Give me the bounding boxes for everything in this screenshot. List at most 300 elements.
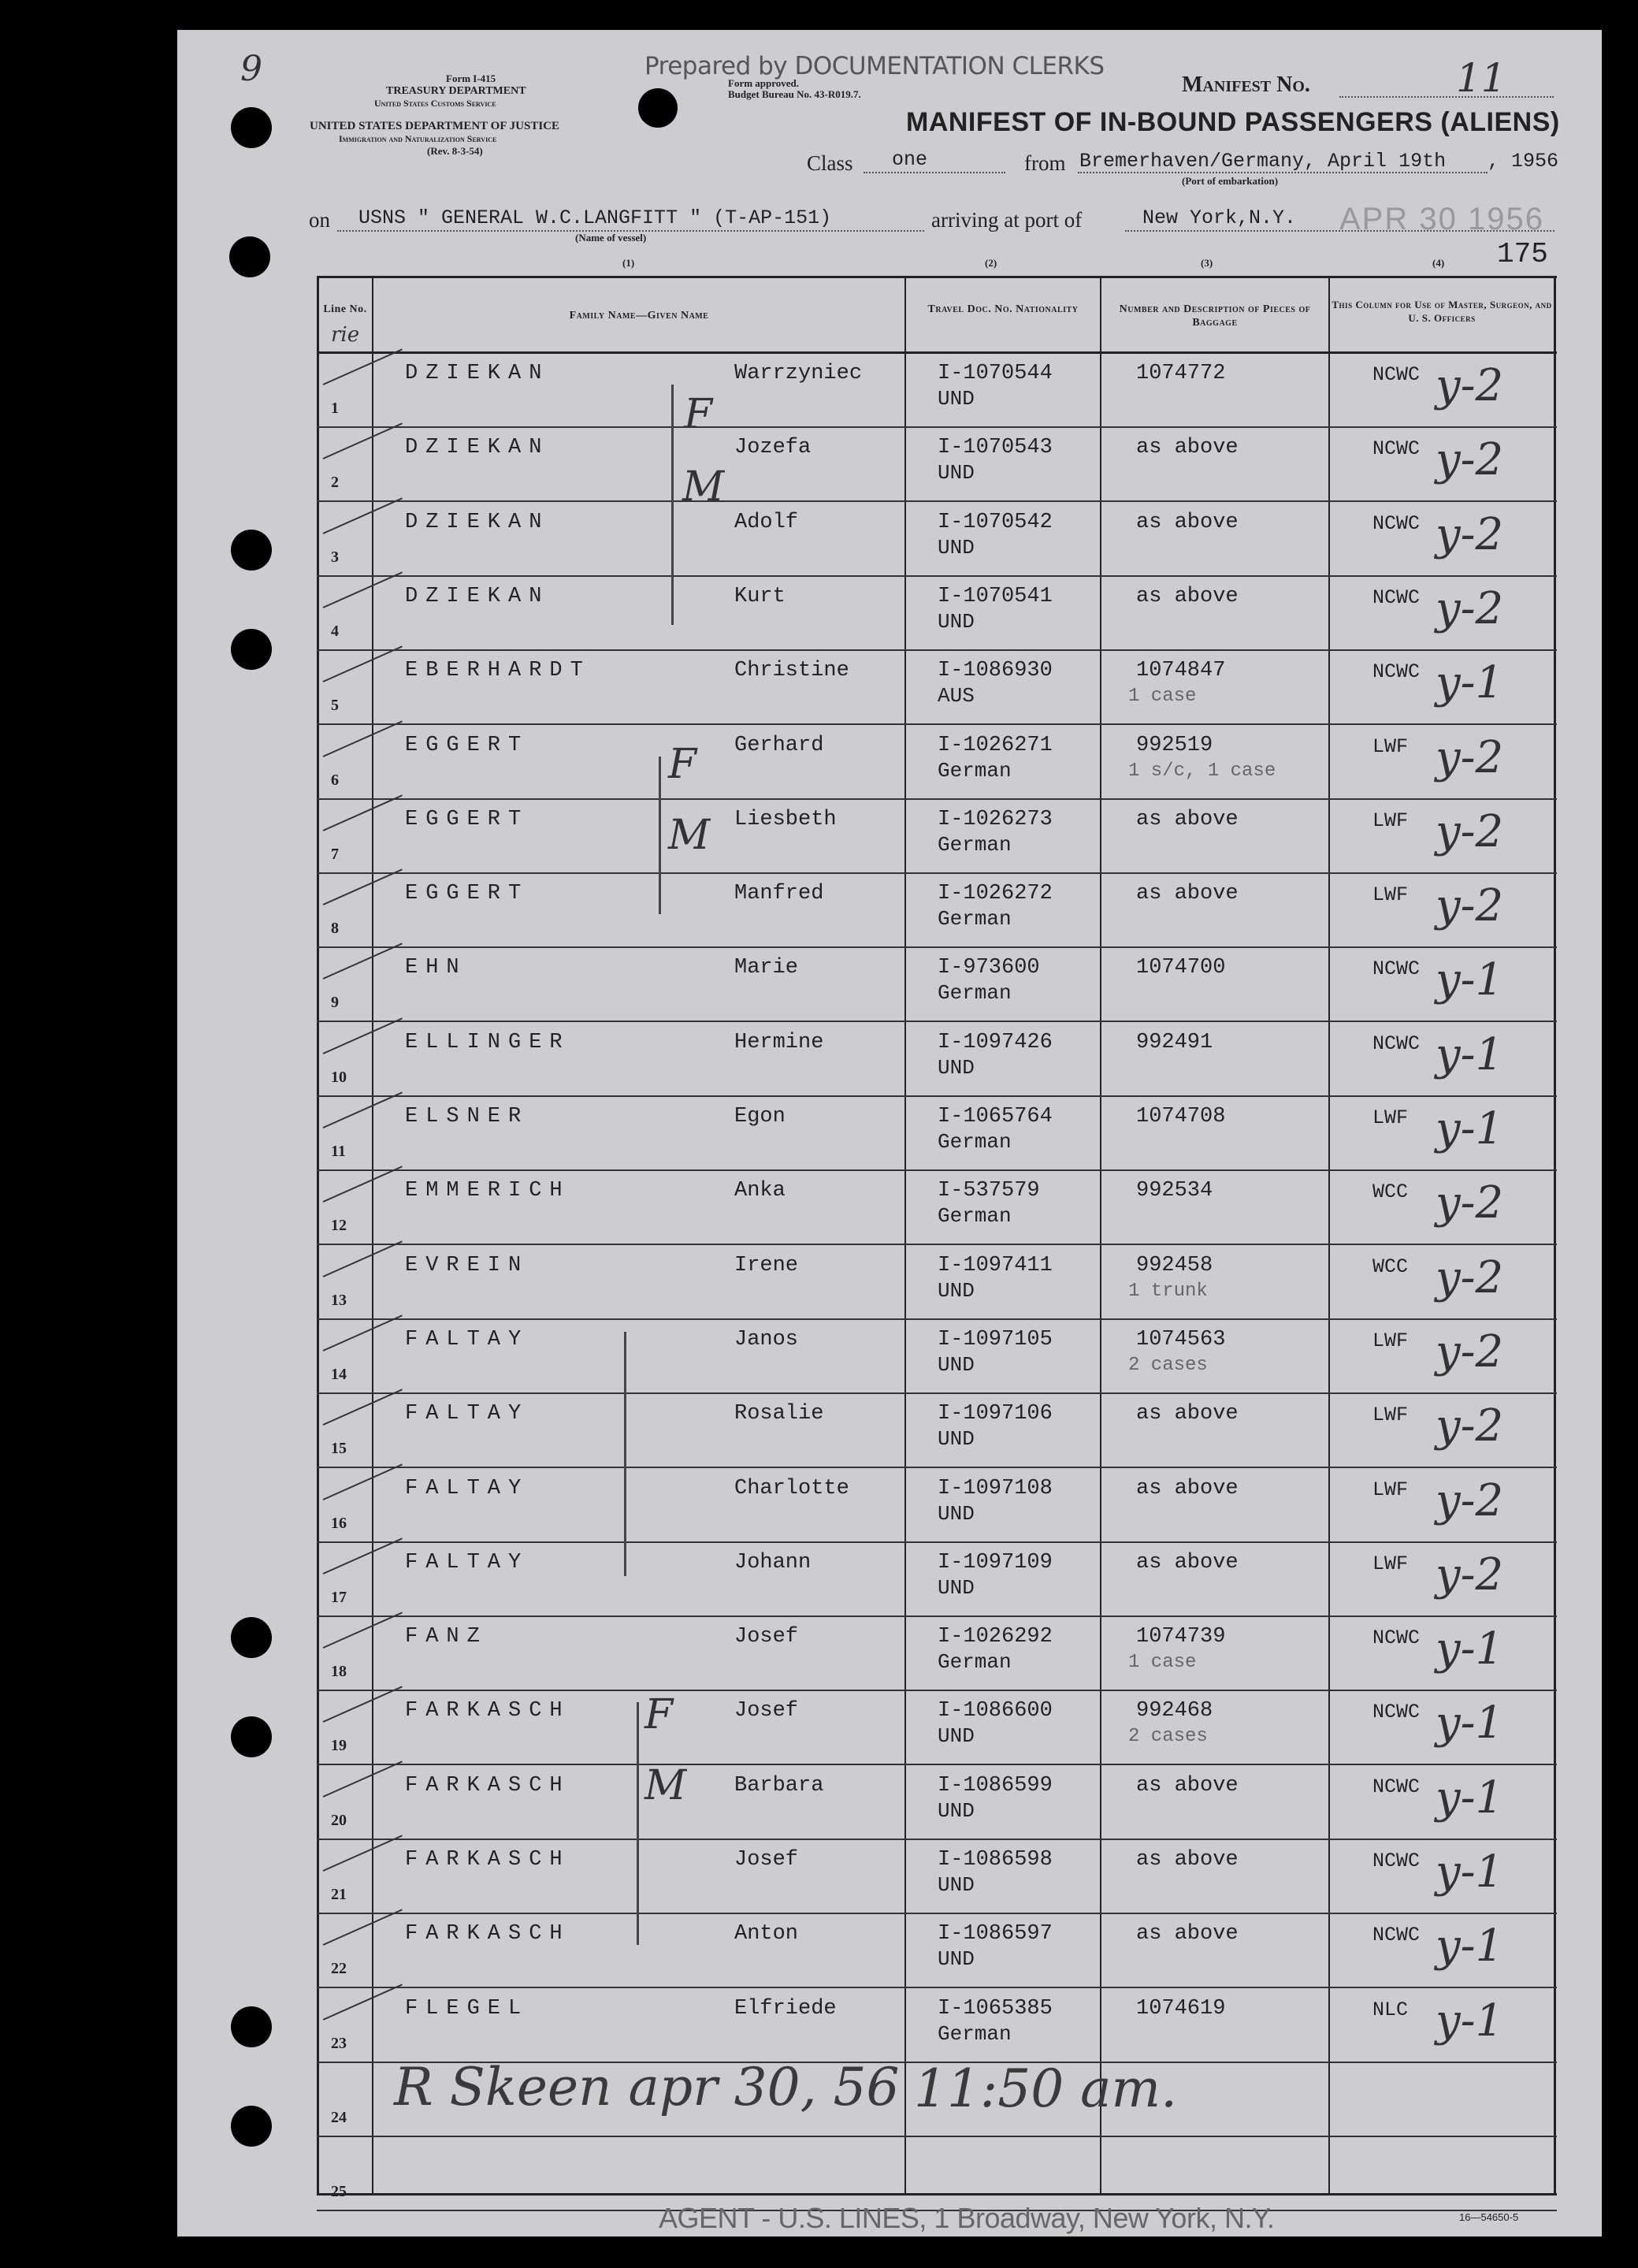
nationality: UND <box>938 1352 975 1377</box>
check-tick <box>323 1389 403 1426</box>
header-travel-doc: Travel Doc. No. Nationality <box>927 303 1079 315</box>
line-number: 3 <box>331 548 339 566</box>
page-title: MANIFEST OF IN-BOUND PASSENGERS (ALIENS) <box>906 107 1560 137</box>
baggage-description: 1 s/c, 1 case <box>1128 760 1276 782</box>
signature-time: 11:50 am. <box>914 2058 1178 2119</box>
officer-mark: y-2 <box>1436 731 1504 783</box>
ins-label: Immigration and Naturalization Service <box>339 133 497 144</box>
line-number: 21 <box>331 1886 347 1903</box>
baggage-number: 1074563 <box>1136 1327 1226 1352</box>
officer-mark: y-2 <box>1436 1549 1504 1601</box>
punch-hole <box>231 1617 272 1658</box>
line-number: 11 <box>331 1143 346 1160</box>
family-name: DZIEKAN <box>405 510 550 534</box>
given-name: Barbara <box>734 1773 824 1798</box>
given-name: Kurt <box>734 584 786 608</box>
officer-mark: y-1 <box>1436 954 1504 1006</box>
corner-note: 9 <box>240 49 262 89</box>
given-name: Manfred <box>734 882 824 906</box>
officer-mark: y-2 <box>1436 880 1504 932</box>
check-tick <box>323 1537 403 1575</box>
manifest-no-value: 11 <box>1456 55 1506 101</box>
nationality: UND <box>938 1055 975 1080</box>
given-name: Charlotte <box>734 1476 849 1500</box>
officer-mark: y-2 <box>1436 582 1504 634</box>
arriving-value: New York,N.Y. <box>1142 206 1297 229</box>
agency-code: LWF <box>1372 1478 1409 1501</box>
given-name: Jozefa <box>734 436 812 460</box>
nationality: UND <box>938 535 975 560</box>
agency-code: LWF <box>1372 734 1409 758</box>
officer-mark: y-1 <box>1436 1846 1504 1898</box>
given-name: Rosalie <box>734 1402 824 1426</box>
given-name: Janos <box>734 1327 799 1352</box>
line-number: 15 <box>331 1440 347 1458</box>
table-row <box>317 1914 1557 1988</box>
baggage-description: 1 trunk <box>1128 1280 1208 1302</box>
nationality: UND <box>938 387 975 411</box>
table-row <box>317 874 1557 948</box>
agency-code: NCWC <box>1372 1701 1421 1724</box>
given-name: Christine <box>734 659 849 683</box>
table-row <box>317 1617 1557 1691</box>
punch-hole <box>231 629 272 670</box>
travel-doc-number: I-1070541 <box>938 584 1053 608</box>
header-family-name: Family Name—Given Name <box>569 310 709 322</box>
nationality: UND <box>938 461 975 485</box>
line-number: 2 <box>331 474 339 492</box>
nationality: German <box>938 2021 1012 2046</box>
line-number: 1 <box>331 400 339 417</box>
table-row <box>317 577 1557 651</box>
line-number: 18 <box>331 1663 347 1681</box>
baggage-number: 992458 <box>1136 1253 1213 1277</box>
table-row <box>317 2137 1557 2211</box>
given-name: Marie <box>734 956 799 980</box>
family-name: EGGERT <box>405 882 529 906</box>
line-number: 24 <box>331 2108 347 2126</box>
family-name: EVREIN <box>405 1253 529 1277</box>
agency-code: NCWC <box>1372 1775 1421 1798</box>
travel-doc-number: I-1097108 <box>938 1476 1053 1500</box>
table-row <box>317 948 1557 1022</box>
officer-mark: y-2 <box>1436 1177 1504 1229</box>
check-tick <box>323 1612 403 1649</box>
agency-code: NCWC <box>1372 511 1421 535</box>
check-tick <box>323 1760 403 1798</box>
line-number: 13 <box>331 1291 347 1309</box>
family-name: FANZ <box>405 1625 488 1649</box>
check-tick <box>323 794 403 831</box>
baggage-number: as above <box>1136 1773 1239 1798</box>
line-number: 16 <box>331 1514 347 1532</box>
baggage-number: as above <box>1136 882 1239 906</box>
line-number: 9 <box>331 994 339 1012</box>
table-row <box>317 1246 1557 1320</box>
given-name: Elfriede <box>734 1996 837 2021</box>
on-label: on <box>309 208 330 232</box>
line-number: 5 <box>331 697 339 715</box>
baggage-number: 992519 <box>1136 733 1213 757</box>
family-mark-m: M <box>668 812 711 859</box>
given-name: Josef <box>734 1699 799 1723</box>
table-row <box>317 1469 1557 1543</box>
officer-mark: y-2 <box>1436 1325 1504 1378</box>
table-row <box>317 1171 1557 1245</box>
header-baggage: Number and Description of Pieces of Baggage <box>1119 303 1311 329</box>
family-mark-m: M <box>682 463 725 511</box>
baggage-description: 2 cases <box>1128 1726 1208 1748</box>
officer-mark: y-1 <box>1436 657 1504 709</box>
table-row <box>317 651 1557 725</box>
baggage-description: 2 cases <box>1128 1354 1208 1376</box>
vessel-name: USNS " GENERAL W.C.LANGFITT " (T-AP-151) <box>358 206 832 229</box>
class-line <box>864 172 1005 173</box>
line-number: 6 <box>331 771 339 789</box>
from-label: from <box>1024 151 1066 175</box>
agency-code: LWF <box>1372 1552 1409 1575</box>
given-name: Irene <box>734 1253 799 1277</box>
nationality: German <box>938 1130 1012 1154</box>
officer-mark: y-1 <box>1436 1995 1504 2047</box>
table-row <box>317 354 1557 428</box>
given-name: Warrzyniec <box>734 362 863 385</box>
manifest-no-label: Manifest No. <box>1182 73 1310 97</box>
line-number: 8 <box>331 920 339 938</box>
travel-doc-number: I-1070542 <box>938 510 1053 534</box>
from-value: Bremerhaven/Germany, April 19th <box>1079 150 1447 173</box>
travel-doc-number: I-1097411 <box>938 1253 1053 1277</box>
table-row <box>317 1320 1557 1394</box>
check-tick <box>323 1835 403 1872</box>
table-row <box>317 1766 1557 1840</box>
table-row <box>317 1023 1557 1097</box>
table-row <box>317 1840 1557 1914</box>
agency-code: NCWC <box>1372 957 1421 981</box>
family-mark-f: F <box>644 1691 674 1738</box>
table-top-border <box>317 276 1557 278</box>
family-name: DZIEKAN <box>405 436 550 460</box>
officer-mark: y-2 <box>1436 1251 1504 1303</box>
check-tick <box>323 1314 403 1352</box>
baggage-number: 992534 <box>1136 1179 1213 1203</box>
baggage-number: as above <box>1136 1402 1239 1426</box>
family-name: FARKASCH <box>405 1922 570 1946</box>
given-name: Egon <box>734 1105 786 1128</box>
check-tick <box>323 943 403 980</box>
nationality: UND <box>938 1427 975 1452</box>
baggage-number: as above <box>1136 510 1239 534</box>
baggage-number: as above <box>1136 1550 1239 1575</box>
family-name: FARKASCH <box>405 1699 570 1723</box>
punch-hole <box>231 2106 272 2147</box>
family-mark-f: F <box>668 741 697 788</box>
table-row <box>317 726 1557 800</box>
family-mark-f: F <box>684 391 713 438</box>
nationality: German <box>938 907 1012 931</box>
check-tick <box>323 1166 403 1203</box>
baggage-number: as above <box>1136 436 1239 460</box>
officer-mark: y-1 <box>1436 1697 1504 1749</box>
agency-code: NLC <box>1372 1998 1409 2021</box>
family-bracket <box>624 1332 626 1576</box>
officer-mark: y-1 <box>1436 1920 1504 1972</box>
table-row <box>317 1543 1557 1617</box>
travel-doc-number: I-1026273 <box>938 807 1053 831</box>
baggage-number: as above <box>1136 584 1239 608</box>
table-row <box>317 503 1557 577</box>
line-number: 7 <box>331 845 339 863</box>
travel-doc-number: I-537579 <box>938 1179 1040 1203</box>
nationality: UND <box>938 1278 975 1303</box>
col-number-1: (1) <box>622 257 635 269</box>
col-number-3: (3) <box>1201 257 1213 269</box>
agency-code: NCWC <box>1372 363 1421 386</box>
baggage-number: as above <box>1136 807 1239 831</box>
officer-mark: y-1 <box>1436 1028 1504 1080</box>
family-name: EHN <box>405 956 467 980</box>
rev-label: (Rev. 8-3-54) <box>427 145 483 157</box>
form-approved: Form approved. <box>728 77 800 89</box>
punch-hole <box>231 530 272 571</box>
check-tick <box>323 1017 403 1054</box>
travel-doc-number: I-1086599 <box>938 1773 1053 1798</box>
nationality: German <box>938 832 1012 857</box>
given-name: Adolf <box>734 510 799 534</box>
travel-doc-number: I-1086598 <box>938 1848 1053 1872</box>
header-line-no: Line No. <box>323 303 367 315</box>
travel-doc-number: I-1086930 <box>938 659 1053 683</box>
budget-bureau: Budget Bureau No. 43-R019.7. <box>728 88 861 100</box>
baggage-number: as above <box>1136 1476 1239 1500</box>
agency-code: WCC <box>1372 1180 1409 1204</box>
officer-mark: y-2 <box>1436 805 1504 857</box>
line-number: 25 <box>331 2183 347 2201</box>
nationality: German <box>938 1650 1012 1675</box>
line-number: 4 <box>331 622 339 640</box>
vessel-caption: (Name of vessel) <box>575 232 647 244</box>
check-tick <box>323 720 403 757</box>
agency-code: NCWC <box>1372 1627 1421 1650</box>
family-mark-m: M <box>644 1762 687 1809</box>
check-tick <box>323 348 403 385</box>
given-name: Gerhard <box>734 733 824 757</box>
check-tick <box>323 571 403 608</box>
nationality: German <box>938 1204 1012 1229</box>
travel-doc-number: I-1097109 <box>938 1550 1053 1575</box>
given-name: Liesbeth <box>734 807 837 831</box>
check-tick <box>323 497 403 534</box>
family-name: FALTAY <box>405 1402 529 1426</box>
agency-code: WCC <box>1372 1255 1409 1278</box>
header-officers: This Column for Use of Master, Surgeon, and U. S. Officers <box>1332 299 1552 324</box>
agency-code: LWF <box>1372 1404 1409 1427</box>
family-name: FLEGEL <box>405 1996 529 2021</box>
family-name: EMMERICH <box>405 1179 570 1203</box>
agency-code: NCWC <box>1372 437 1421 461</box>
baggage-number: 1074847 <box>1136 659 1226 683</box>
check-tick <box>323 1686 403 1723</box>
officer-mark: y-1 <box>1436 1103 1504 1154</box>
travel-doc-number: I-1070544 <box>938 362 1053 385</box>
baggage-number: 1074772 <box>1136 362 1226 385</box>
travel-doc-number: I-1065385 <box>938 1996 1053 2021</box>
class-value: one <box>892 148 928 171</box>
officer-signature: R Skeen apr 30, 56 <box>394 2057 900 2117</box>
travel-doc-number: I-1026272 <box>938 882 1053 906</box>
agency-code: NCWC <box>1372 1032 1421 1055</box>
punch-hole <box>231 107 272 148</box>
family-name: EGGERT <box>405 807 529 831</box>
family-name: FARKASCH <box>405 1773 570 1798</box>
check-tick <box>323 1984 403 2021</box>
agency-code: NCWC <box>1372 586 1421 609</box>
prepared-stamp: Prepared by DOCUMENTATION CLERKS <box>644 52 1105 80</box>
line-number: 23 <box>331 2034 347 2052</box>
travel-doc-number: I-1026271 <box>938 733 1053 757</box>
line-number: 14 <box>331 1365 347 1383</box>
agency-code: LWF <box>1372 883 1409 907</box>
check-tick <box>323 1909 403 1946</box>
family-name: DZIEKAN <box>405 584 550 608</box>
nationality: UND <box>938 609 975 634</box>
form-number: Form I-415 <box>446 73 496 84</box>
check-tick <box>323 1091 403 1128</box>
given-name: Anka <box>734 1179 786 1203</box>
given-name: Josef <box>734 1848 799 1872</box>
line-number: 17 <box>331 1588 347 1606</box>
line-number: 19 <box>331 1737 347 1755</box>
officer-mark: y-2 <box>1436 360 1504 411</box>
line-number: 22 <box>331 1960 347 1978</box>
arriving-label: arriving at port of <box>931 208 1083 232</box>
arrival-date-stamp: APR 30 1956 <box>1339 202 1544 236</box>
travel-doc-number: I-1086600 <box>938 1699 1053 1723</box>
table-row <box>317 800 1557 874</box>
baggage-number: 1074739 <box>1136 1625 1226 1649</box>
baggage-number: 1074700 <box>1136 956 1226 980</box>
line-number: 20 <box>331 1811 347 1829</box>
travel-doc-number: I-1097105 <box>938 1327 1053 1352</box>
baggage-number: 992491 <box>1136 1030 1213 1054</box>
baggage-description: 1 case <box>1128 1652 1197 1674</box>
agency-code: NCWC <box>1372 660 1421 684</box>
agent-stamp: AGENT - U.S. LINES, 1 Broadway, New York, N.Y. <box>659 2202 1275 2234</box>
baggage-number: 992468 <box>1136 1699 1213 1723</box>
col-number-4: (4) <box>1432 257 1445 269</box>
table-row <box>317 428 1557 502</box>
punch-hole <box>229 236 270 277</box>
officer-mark: y-2 <box>1436 508 1504 560</box>
family-name: EBERHARDT <box>405 659 591 683</box>
family-name: ELLINGER <box>405 1030 570 1054</box>
travel-doc-number: I-1097426 <box>938 1030 1053 1054</box>
baggage-number: as above <box>1136 1848 1239 1872</box>
agency-code: LWF <box>1372 1106 1409 1129</box>
table-row <box>317 1394 1557 1468</box>
travel-doc-number: I-1097106 <box>938 1402 1053 1426</box>
family-name: DZIEKAN <box>405 362 550 385</box>
agency-code: LWF <box>1372 1329 1409 1352</box>
check-tick <box>323 868 403 905</box>
officer-mark: y-1 <box>1436 1623 1504 1675</box>
baggage-number: as above <box>1136 1922 1239 1946</box>
nationality: AUS <box>938 684 975 708</box>
nationality: UND <box>938 1501 975 1526</box>
officer-mark: y-2 <box>1436 1400 1504 1452</box>
family-bracket <box>637 1702 639 1945</box>
agency-code: LWF <box>1372 809 1409 832</box>
family-name: FARKASCH <box>405 1848 570 1872</box>
customs-label: United States Customs Service <box>374 98 496 109</box>
print-code: 16—54650-5 <box>1459 2211 1519 2223</box>
justice-label: UNITED STATES DEPARTMENT OF JUSTICE <box>310 120 560 132</box>
travel-doc-number: I-1070543 <box>938 436 1053 460</box>
treasury-label: TREASURY DEPARTMENT <box>386 85 526 97</box>
family-name: FALTAY <box>405 1550 529 1575</box>
family-name: FALTAY <box>405 1476 529 1500</box>
line-number: 10 <box>331 1068 347 1086</box>
header-line-no-hand: rie <box>331 323 360 347</box>
agency-code: NCWC <box>1372 1850 1421 1872</box>
nationality: UND <box>938 1798 975 1823</box>
agency-code: NCWC <box>1372 1924 1421 1947</box>
check-tick <box>323 1240 403 1277</box>
nationality: German <box>938 981 1012 1006</box>
given-name: Johann <box>734 1550 812 1575</box>
family-bracket <box>671 385 674 625</box>
family-name: EGGERT <box>405 733 529 757</box>
check-tick <box>323 1463 403 1500</box>
given-name: Josef <box>734 1625 799 1649</box>
nationality: UND <box>938 1873 975 1897</box>
port-caption: (Port of embarkation) <box>1182 175 1279 187</box>
punch-hole <box>638 88 678 128</box>
given-name: Hermine <box>734 1030 824 1054</box>
travel-doc-number: I-1026292 <box>938 1625 1053 1649</box>
manifest-no-line <box>1339 96 1554 98</box>
table-row <box>317 1097 1557 1171</box>
baggage-description: 1 case <box>1128 686 1197 708</box>
nationality: UND <box>938 1575 975 1600</box>
table-row <box>317 1691 1557 1765</box>
table-row <box>317 1989 1557 2063</box>
line-number: 12 <box>331 1217 347 1235</box>
punch-hole <box>231 2006 272 2047</box>
baggage-number: 1074619 <box>1136 1996 1226 2021</box>
family-bracket <box>659 757 661 914</box>
check-tick <box>323 423 403 460</box>
officer-mark: y-2 <box>1436 1474 1504 1526</box>
class-label: Class <box>807 151 853 175</box>
travel-doc-number: I-973600 <box>938 956 1040 980</box>
travel-doc-number: I-1065764 <box>938 1105 1053 1128</box>
nationality: UND <box>938 1724 975 1749</box>
officer-mark: y-2 <box>1436 434 1504 486</box>
check-tick <box>323 646 403 683</box>
nationality: UND <box>938 1947 975 1972</box>
col-number-2: (2) <box>985 257 997 269</box>
travel-doc-number: I-1086597 <box>938 1922 1053 1946</box>
punch-hole <box>231 1716 272 1757</box>
year-value: , 1956 <box>1488 150 1559 173</box>
officer-mark: y-1 <box>1436 1772 1504 1824</box>
nationality: German <box>938 758 1012 783</box>
sheet-number: 175 <box>1497 238 1548 270</box>
family-name: ELSNER <box>405 1105 529 1128</box>
baggage-number: 1074708 <box>1136 1105 1226 1128</box>
family-name: FALTAY <box>405 1327 529 1352</box>
